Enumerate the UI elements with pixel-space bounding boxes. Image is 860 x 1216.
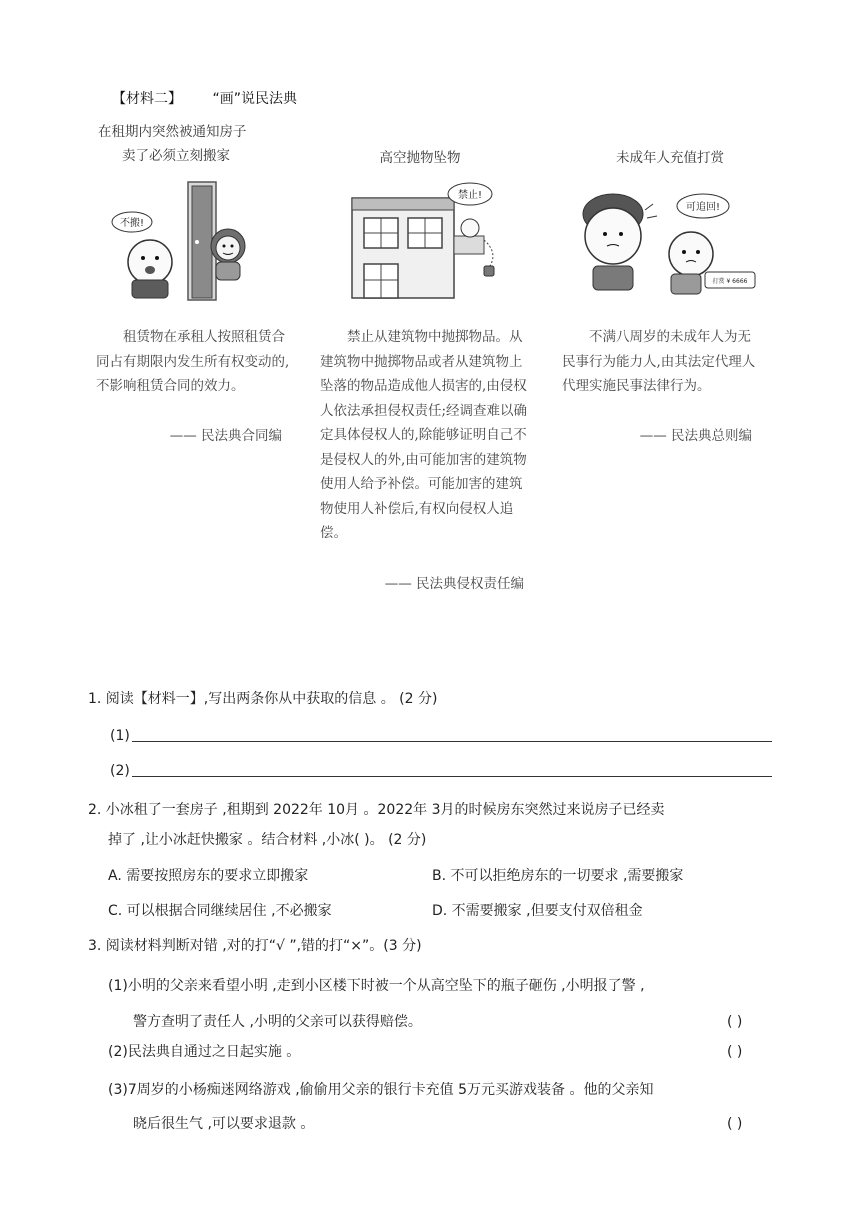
question-3-item-1-line-2: 警方查明了责任人 ,小明的父亲可以获得赔偿。 <box>133 1014 422 1030</box>
panel-3-phone-text: 打赏 ¥ 6666 <box>712 278 748 285</box>
question-2-stem-line-1: 2. 小冰租了一套房子 ,租期到 2022年 10月 。2022年 3月的时候房东突然过来说房子已经卖 <box>88 802 665 818</box>
question-3-stem: 3. 阅读材料判断对错 ,对的打“√ ”,错的打“×”。(3 分) <box>88 938 422 954</box>
panel-2-text <box>320 325 528 546</box>
panel-1-bubble-text: 不搬! <box>119 218 145 229</box>
option-c[interactable]: C. 可以根据合同继续居住 ,不必搬家 <box>108 903 332 919</box>
panel-1-text-body: 租赁物在承租人按照租赁合同占有期限内发生所有权变动的,不影响租赁合同的效力。 <box>96 329 290 394</box>
material-two-header <box>112 88 297 108</box>
panel-2-bubble-text: 禁止! <box>457 190 483 201</box>
question-1-blank-2-label: (2) <box>110 763 130 779</box>
question-1-answer-line-1[interactable] <box>132 741 772 742</box>
panel-3-source: —— 民法典总则编 <box>639 428 752 444</box>
panel-1-title-line-1: 在租期内突然被通知房子 <box>98 124 247 140</box>
panel-3-text <box>562 325 760 399</box>
panel-3-text-body: 不满八周岁的未成年人为无民事行为能力人,由其法定代理人代理实施民事法律行为。 <box>562 329 756 394</box>
option-b[interactable]: B. 不可以拒绝房东的一切要求 ,需要搬家 <box>432 868 684 884</box>
panel-1-title <box>96 120 301 168</box>
question-3-item-1-line-1: (1)小明的父亲来看望小明 ,走到小区楼下时被一个从高空坠下的瓶子砸伤 ,小明报了警 , <box>108 978 645 994</box>
material-label: 【材料二】 <box>112 91 182 107</box>
panel-2-source: —— 民法典侵权责任编 <box>384 576 524 592</box>
panel-1-source: —— 民法典合同编 <box>169 428 282 444</box>
question-3-item-2: (2)民法典自通过之日起实施 。 <box>108 1044 301 1060</box>
question-3-item-3-line-2: 晓后很生气 ,可以要求退款 。 <box>133 1116 315 1132</box>
question-3-item-2-answer-box[interactable]: ( ) <box>727 1044 743 1060</box>
panel-3-title-line-1: 未成年人充值打赏 <box>616 150 724 166</box>
option-a[interactable]: A. 需要按照房东的要求立即搬家 <box>108 868 309 884</box>
panel-2-title-line-1: 高空抛物坠物 <box>379 150 461 166</box>
panel-2-text-body: 禁止从建筑物中抛掷物品。从建筑物中抛掷物品或者从建筑物上坠落的物品造成他人损害的,由侵权人依法承担侵权责任;经调查难以确定具体侵权人的,除能够证明自己不是侵权人的外,由可能加害的建筑物使用人给予补偿。可能加害的建筑物使用人补偿后,有权向侵权人追偿。 <box>320 329 528 541</box>
panel-1-text <box>96 325 294 399</box>
question-1-blank-1-label: (1) <box>110 728 130 744</box>
material-title: “画”说民法典 <box>212 91 297 107</box>
panel-3-illustration <box>575 180 760 300</box>
question-2-stem-line-2: 掉了 ,让小冰赶快搬家 。结合材料 ,小冰( )。 (2 分) <box>108 832 427 848</box>
panel-1-title-line-2: 卖了必须立刻搬家 <box>122 148 230 164</box>
question-3-item-3-answer-box[interactable]: ( ) <box>727 1116 743 1132</box>
question-1-answer-line-2[interactable] <box>132 776 772 777</box>
panel-3-bubble-text: 可追回! <box>685 202 721 213</box>
panel-2-title <box>340 146 500 170</box>
panel-2-illustration <box>350 180 510 300</box>
panel-3-title <box>580 146 760 170</box>
question-3-item-3-line-1: (3)7周岁的小杨痴迷网络游戏 ,偷偷用父亲的银行卡充值 5万元买游戏装备 。他的父亲知 <box>108 1082 654 1098</box>
option-d[interactable]: D. 不需要搬家 ,但要支付双倍租金 <box>432 903 643 919</box>
question-3-item-1-answer-box[interactable]: ( ) <box>727 1014 743 1030</box>
question-1-stem: 1. 阅读【材料一】,写出两条你从中获取的信息 。 (2 分) <box>88 691 438 707</box>
panel-1-illustration <box>110 180 260 305</box>
